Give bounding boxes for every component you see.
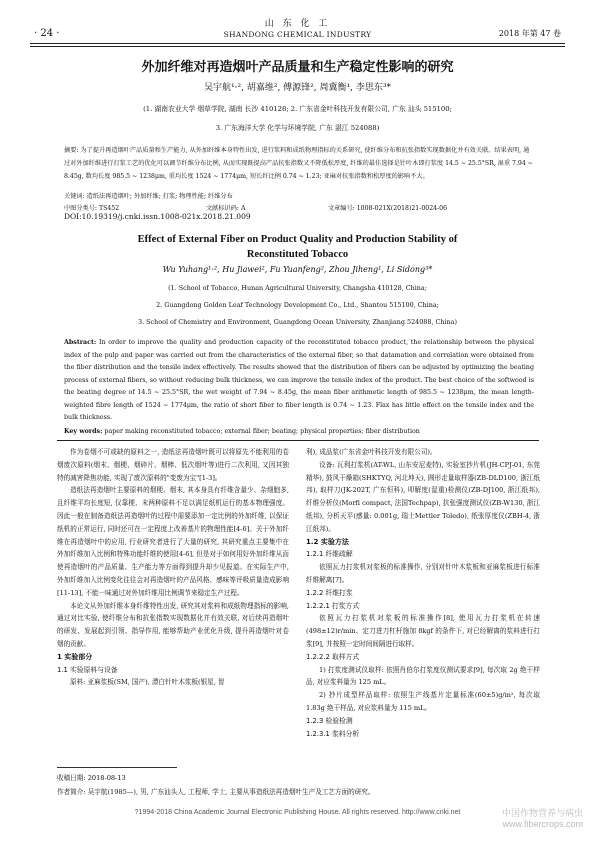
watermark — [502, 808, 583, 830]
section-heading-1-2-3: 1.2.3 检验检测 — [306, 716, 353, 725]
section-heading-1-2-1: 1.2.1 纤维疏解 — [306, 550, 353, 559]
journal-name-cn: 山 东 化 工 — [264, 19, 331, 29]
equipment-paragraph: 设备: 瓦利打浆机(AT-WL, 山东安尼麦特), 实验室抄片机(JH-CPJ-01, 东莞精华), 鼓风干燥箱(SHKTYQ, 河北坤天), 圆形走量取样器(ZB-DLD100, 浙江纸邦), 取样刀(JK-202T, 广东恒科), 叩解度(湿重)检测仪(ZB-DJ100, 浙江纸邦), 纤维分析仪(Morfi compact, 法国Techpap), 抗张强度测试仪(ZB-W130, 浙江纸邦), 分析天平(感量: 0.001g, 瑞士Mettler Toledo), 纸张厚度仪(ZBH-4, 浙江纸邦)。 — [306, 460, 540, 533]
left-column — [57, 446, 289, 689]
beating-paragraph: 依照瓦力打浆机对浆板的标准操作[8], 使用瓦力打浆机在转速(498±12)r/min、定刀进刀杠杆施加 8kgf 的条件下, 对已经解离的浆料进行打浆[9], 并按照一定时间间隔进行取样。 — [306, 614, 540, 648]
doi[interactable]: DOI:10.19319/j.cnki.issn.1008-021x.2018.21.009 — [64, 212, 251, 221]
section-heading-1-2: 1.2 实验方法 — [306, 537, 349, 546]
en-affiliation-2: 2. Guangdong Golden Leaf Technology Development Co., Ltd., Shantou 515100, China; — [156, 301, 439, 309]
en-affiliation-1: (1. School of Tobacco, Hunan Agricultural University, Changsha 410128, China; — [168, 284, 427, 292]
intro-paragraph-1: 作为卷烟不可或缺的原料之一, 造纸法再造烟叶既可以将原先不能利用的卷烟废次原料(烟末、烟梗、烟碎片、烟棒、低次烟叶等)进行二次利用, 又因其独特的减害降焦功能, 实现了废次原料的"变废为宝"[1-3]。 — [57, 448, 289, 482]
intro-paragraph-3: 本论文从外加纤维本身纤维特性出发, 研究其对浆料和成纸物理指标的影响, 通过对比实验, 使纤维分布和抗张指数实现数据化并有效关联, 对后续再造烟叶的研发、发展起到引领、指导作用, 能够帮助产业优化升级, 提升再造烟叶对卷烟的贡献。 — [57, 601, 289, 648]
cn-keywords: 关键词: 造纸法再造烟叶; 外加纤维; 打浆; 物理性能; 纤维分布 — [64, 193, 233, 200]
document-code: 文献标识码: A — [205, 205, 246, 212]
en-authors: Wu Yuhang¹·², Hu Jiawei², Fu Yuanfeng², Zhou Jiheng¹, Li Sidong³* — [162, 265, 433, 274]
en-abstract-label: Abstract: — [64, 339, 97, 346]
sampling-paragraph-2: 2) 抄片成型样品取样: 依照生产线基片定量标准(60±5)g/m², 每次取 1.83g 绝干样品, 对应浆料量为 115 mL。 — [306, 691, 540, 712]
section-heading-1: 1 实验部分 — [57, 652, 93, 661]
received-date: 收稿日期: 2018-08-13 — [57, 774, 126, 782]
body-rule — [57, 440, 539, 441]
en-abstract-text: In order to improve the quality and production capacity of the reconstituted tobacco product, the relationship between the physical index of the pulp and paper was carried out from the characteristics of the external fiber, so that datamation and correlation were obtained from the fiber distribution and the tensile index effectively. The results showed that the distribution of fibers can be adjusted by optimizing the beating process of external fibers, so without reducing bulk thickness, we can improve the tensile index of the product. The best choice of the softwood is the beating degree of 14.5 ~ 25.5°SR, the wet weight of 7.94 ~ 8.45g, the mean fiber arithmetic length of 985.5 ~ 1238μm, the mean length-weighted fibre length of 1524 ~ 1774μm, the ratio of short fiber to fiber length is 0.74 ~ 1.23. Flax has little effect on the tensile index and the bulk thickness. — [64, 339, 534, 421]
section-heading-1-2-2: 1.2.2 纤维打浆 — [306, 588, 353, 597]
en-keywords-label: Key words: — [64, 428, 103, 435]
dissociation-paragraph: 依照瓦力打浆机对浆板的标准操作, 分别对针叶木浆板和亚麻浆板进行标准纤维解离[7]。 — [306, 563, 540, 584]
en-title-line2: Reconstituted Tobacco — [246, 249, 349, 260]
article-number: 文章编号: 1008-021X(2018)21-0024-06 — [327, 205, 448, 212]
section-heading-1-2-2-1: 1.2.2.1 打浆方式 — [306, 601, 360, 610]
watermark-line2: www.fibercrops.com — [502, 819, 583, 829]
en-title — [0, 232, 595, 262]
section-heading-1-2-2-2: 1.2.2.2 取样方式 — [306, 652, 360, 661]
materials-continued: 利), 成品浆(广东省金叶科技开发有限公司)。 — [306, 448, 437, 456]
en-keywords-text: paper making reconstituted tobacco; external fiber; beating; physical properties; fiber distribution — [104, 428, 420, 435]
intro-paragraph-2: 造纸法再造烟叶主要原料的烟梗、烟末, 其本身具有纤维含量少、杂细胞多, 且纤维平均长度短, 仅靠梗、末两种原料不足以满足纸机运行的基本物理强度。因此一般在制备造纸法再造烟叶的过程中需要添加一定比例的外加纤维, 以保证纸机的正常运行, 同时还可在一定程度上改善基片的物理性能[4-6]。关于外加纤维在再造烟叶中的应用, 行业研究者进行了大量的研究, 其研究重点主要集中在外加纤维加入比例和特殊功能纤维的使用[4-6], 但是对于如何用好外加纤维从而使再造烟叶的产品质量、生产能力等方面得到提升却少见报道。在实际生产中, 外加纤维加入比例变化往往会对再造烟叶的产品风格、感味等评吸质量造成影响[11-13], 不能一味通过对外加纤维用比例调节来稳定生产过程。 — [57, 486, 289, 597]
page-number: · 24 · — [34, 28, 60, 39]
copyright-footer: ?1994-2018 China Academic Journal Electronic Publishing House. All rights reserved. http://www.cnki.net — [134, 809, 461, 816]
section-heading-1-2-3-1: 1.2.3.1 浆料分析 — [306, 729, 360, 738]
cn-abstract: 摘要: 为了提升再造烟叶产品质量和生产能力, 从外加纤维本身特性出发, 进行浆料和成纸物理指标的关系研究, 使纤维分布和抗张指数实现数据化并有效关联。结果表明, 通过对外加纤维进行打浆工艺的优化可以调节纤维分布比例, 从而实现既提高产品抗张指数又不降低松厚度, 纤维的最佳选择是针叶木即打浆度 14.5 ~ 25.5°SR, 湿重 7.94 ~ 8.45g, 数均长度 985.5 ~ 1238μm, 重均长度 1524 ~ 1774μm, 短长纤比例 0.74 ~ 1.23; 亚麻对抗张指数和松厚度的影响不大。 — [64, 147, 533, 180]
cn-affiliation-2: 3. 广东海洋大学 化学与环境学院, 广东 湛江 524088) — [215, 124, 380, 132]
header-rule — [30, 43, 565, 47]
en-keywords — [64, 425, 534, 438]
materials-paragraph: 原料: 亚麻浆板(SM, 国产), 漂白针叶木浆板(银星, 智 — [70, 678, 225, 687]
clc-number: 中图分类号: TS452 — [64, 205, 120, 212]
cn-affiliation-1: (1. 湖南农业大学 烟草学院, 湖南 长沙 410128; 2. 广东省金叶科技开发有限公司, 广东 汕头 515100; — [143, 105, 452, 113]
section-heading-1-1: 1.1 实验原料与设备 — [57, 665, 118, 674]
en-title-line1: Effect of External Fiber on Product Quality and Production Stability of — [137, 234, 458, 245]
journal-name-en: SHANDONG CHEMICAL INDUSTRY — [223, 30, 372, 39]
watermark-line1: 中国作物营养与病虫 — [501, 808, 583, 818]
footnote-rule — [57, 767, 177, 768]
cn-authors: 吴宇航¹·², 胡嘉维², 傅源锋², 周冀衡¹, 李思东³* — [204, 83, 391, 93]
en-affiliation-3: 3. School of Chemistry and Environment, Guangdong Ocean University, Zhanjiang 524088, China) — [138, 318, 457, 326]
author-bio: 作者简介: 吴宇航(1985—), 男, 广东汕头人, 工程师, 学士, 主要从事造纸法再造烟叶生产及工艺方面的研究。 — [57, 788, 375, 796]
cn-title: 外加纤维对再造烟叶产品质量和生产稳定性影响的研究 — [141, 60, 454, 75]
en-abstract — [64, 337, 534, 425]
right-column — [306, 446, 540, 740]
issue-info: 2018 年第 47 卷 — [498, 29, 561, 38]
sampling-paragraph-1: 1) 打浆度测试仪取样: 依照肖伯尔打浆度仪测试要求[9], 每次取 2g 绝干样品, 对应浆料量为 125 mL。 — [306, 665, 540, 687]
